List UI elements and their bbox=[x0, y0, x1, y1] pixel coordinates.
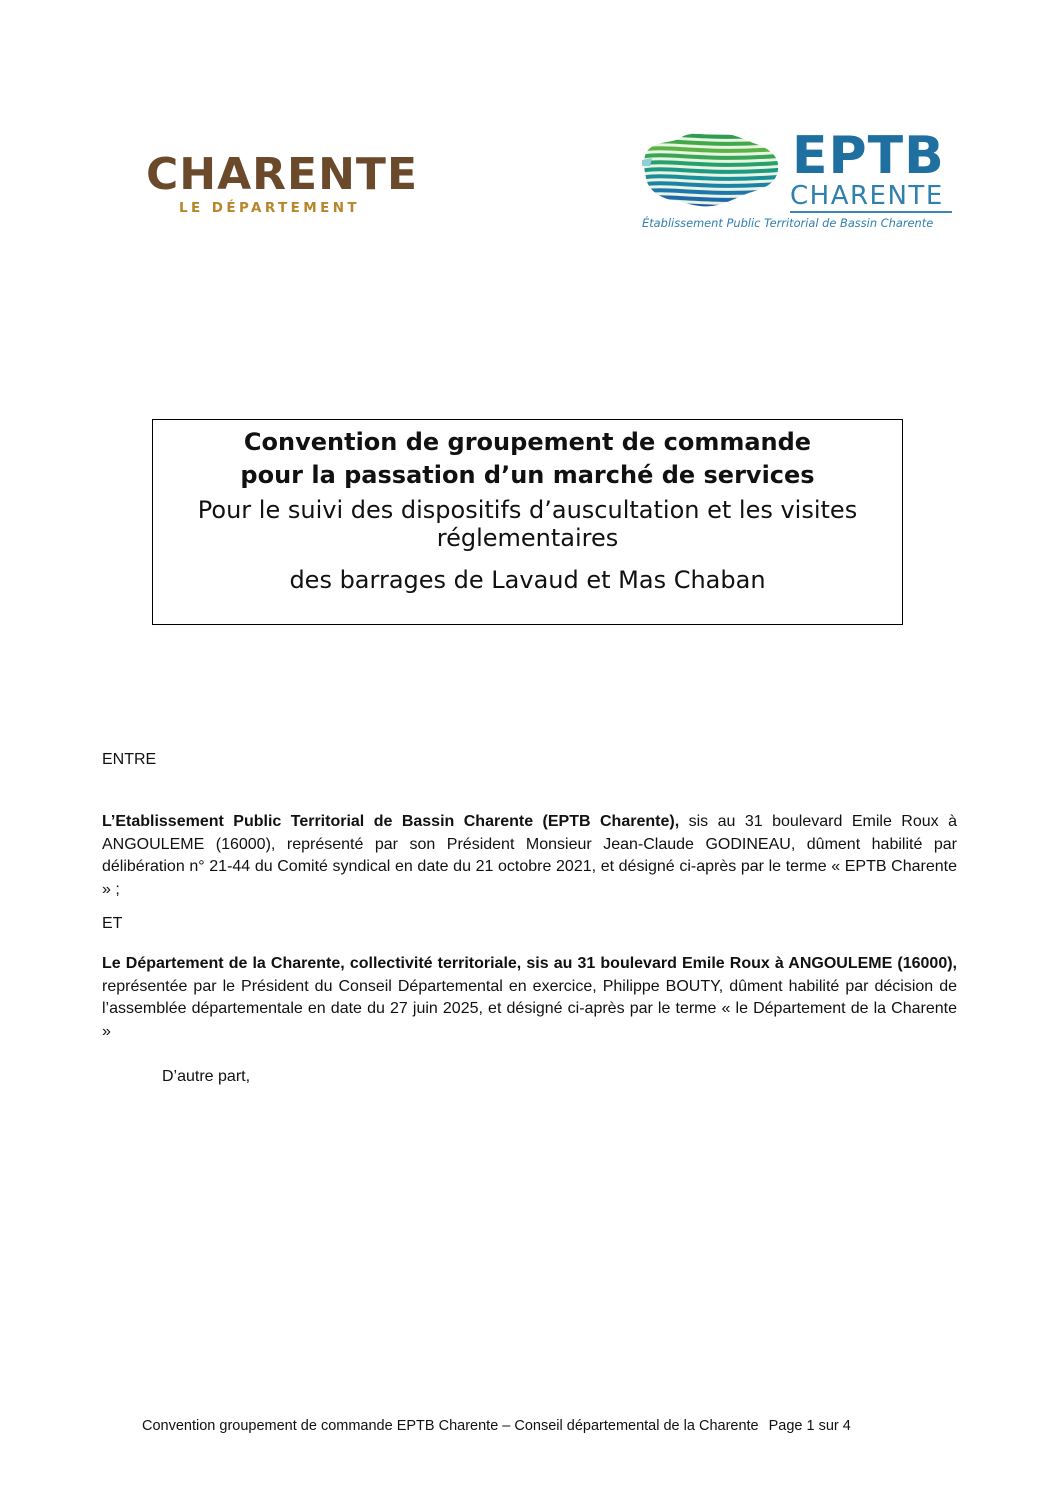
autre-part-label: D’autre part, bbox=[162, 1068, 251, 1085]
departement-logo-subtitle: LE DÉPARTEMENT bbox=[179, 200, 361, 216]
page-number: Page 1 sur 4 bbox=[768, 1418, 851, 1434]
title-box bbox=[152, 419, 903, 625]
entre-label: ENTRE bbox=[102, 751, 157, 768]
eptb-logo-name: EPTB bbox=[792, 126, 945, 186]
departement-logo bbox=[146, 149, 418, 224]
document-title-line1: Convention de groupement de commande bbox=[243, 428, 812, 456]
document-subtitle-2: des barrages de Lavaud et Mas Chaban bbox=[289, 566, 766, 594]
party-eptb-details: sis au 31 boulevard Emile Roux à ANGOULEME (16000), représenté par son Président Monsieur Jean-Claude GODINEAU, dûment habilité par délibération n° 21-44 du Comité syndical en date du 21 octobre 2021, et désigné ci-après par le terme « EPTB Charente » ; bbox=[102, 813, 958, 898]
party-eptb-paragraph bbox=[102, 811, 957, 901]
footer-text: Convention groupement de commande EPTB Charente – Conseil départemental de la Charente bbox=[142, 1418, 759, 1434]
eptb-logo-divider bbox=[790, 211, 952, 213]
eptb-logo bbox=[640, 128, 970, 236]
document-subtitle: Pour le suivi des dispositifs d’auscultation et les visites réglementaires bbox=[197, 496, 858, 552]
page-footer bbox=[142, 1418, 851, 1434]
document-title-line2: pour la passation d’un marché de services bbox=[240, 461, 815, 489]
departement-logo-name: CHARENTE bbox=[146, 149, 418, 200]
party-departement-details: représentée par le Président du Conseil Départemental en exercice, Philippe BOUTY, dûment habilité par décision de l’assemblée départementale en date du 27 juin 2025, et désigné ci-après par le terme « le Département de la Charente » bbox=[102, 977, 957, 1040]
eptb-logo-tagline: Établissement Public Territorial de Bassin Charente bbox=[642, 216, 934, 230]
party-eptb-name: L’Etablissement Public Territorial de Bassin Charente (EPTB Charente), bbox=[102, 813, 680, 830]
et-label: ET bbox=[102, 915, 123, 932]
party-departement-paragraph bbox=[102, 953, 957, 1043]
document-title bbox=[153, 426, 902, 492]
party-departement-name: Le Département de la Charente, collectivité territoriale, sis au 31 boulevard Emile Roux à ANGOULEME (16000), bbox=[102, 955, 957, 972]
eptb-logo-subname: CHARENTE bbox=[790, 181, 944, 211]
basin-map-icon bbox=[640, 130, 790, 216]
